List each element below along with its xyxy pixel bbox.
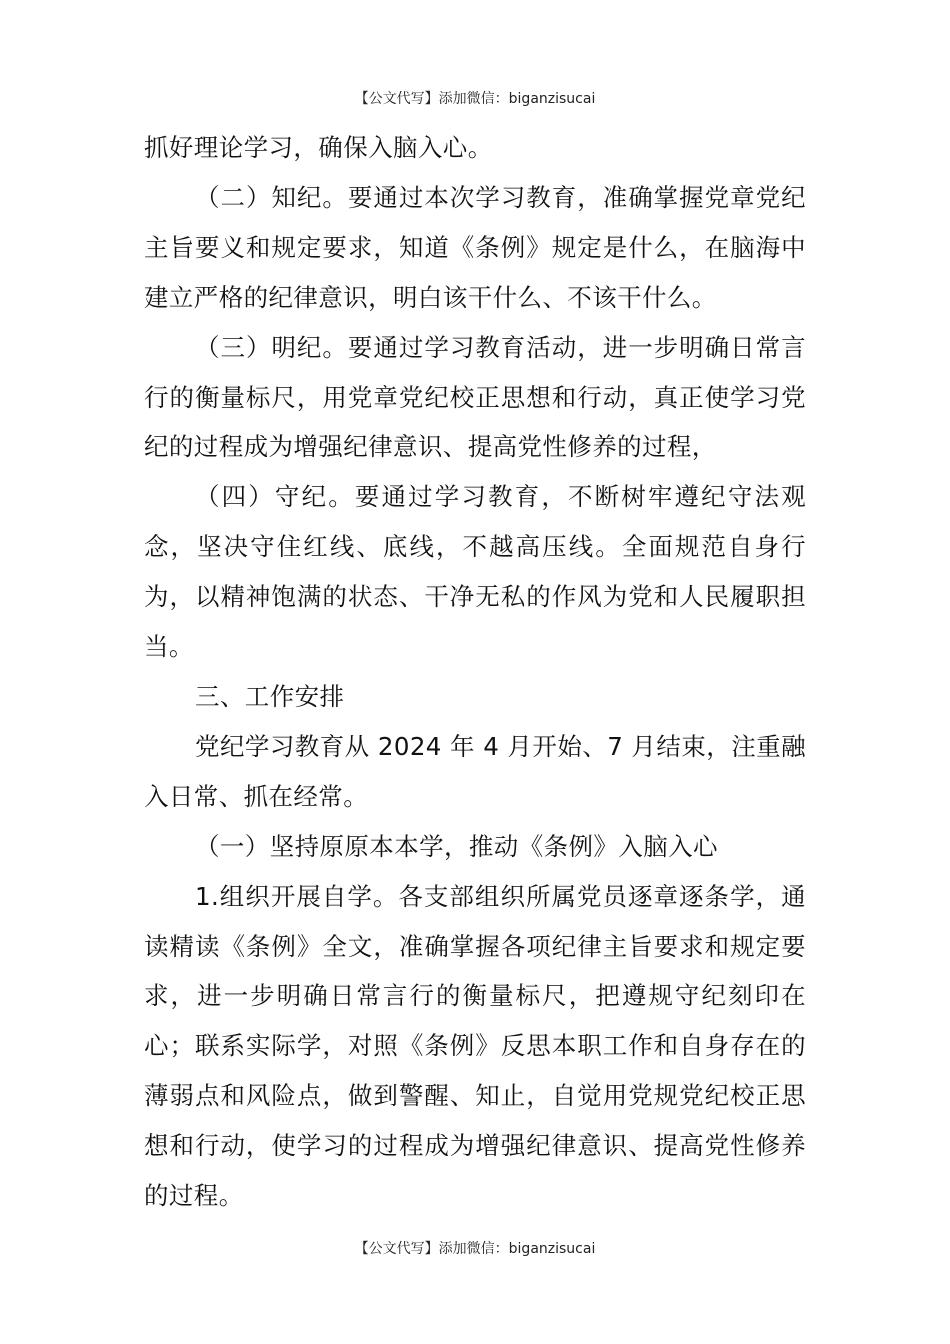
paragraph-schedule: 党纪学习教育从 2024 年 4 月开始、7 月结束，注重融入日常、抓在经常。 [144, 731, 806, 811]
subsection-heading-study: （一）坚持原原本本学，推动《条例》入脑入心 [195, 831, 718, 861]
paragraph-shouji: （四）守纪。要通过学习教育，不断树牢遵纪守法观念，坚决守住红线、底线，不越高压线。全面规范自身行为，以精神饱满的状态、干净无私的作风为党和人民履职担当。 [144, 482, 806, 662]
paragraph-zhiji: （二）知纪。要通过本次学习教育，准确掌握党章党纪主旨要义和规定要求，知道《条例》规定是什么，在脑海中建立严格的纪律意识，明白该干什么、不该干什么。 [144, 182, 806, 312]
footer-watermark: 【公文代写】添加微信：biganzisucai [354, 1241, 596, 1257]
paragraph-mingji: （三）明纪。要通过学习教育活动，进一步明确日常言行的衡量标尺，用党章党纪校正思想和行动，真正使学习党纪的过程成为增强纪律意识、提高党性修养的过程， [144, 332, 806, 462]
paragraph-continuation: 抓好理论学习，确保入脑入心。 [144, 133, 493, 162]
paragraph-self-study: 1.组织开展自学。各支部组织所属党员逐章逐条学，通读精读《条例》全文，准确掌握各项纪律主旨要求和规定要求，进一步明确日常言行的衡量标尺，把遵规守纪刻印在心；联系实际学，对照《条例》反思本职工作和自身存在的薄弱点和风险点，做到警醒、知止，自觉用党规党纪校正思想和行动，使学习的过程成为增强纪律意识、提高党性修养的过程。 [144, 881, 806, 1211]
document-body [144, 123, 806, 1221]
section-heading-work-arrangement: 三、工作安排 [195, 681, 345, 711]
header-watermark: 【公文代写】添加微信：biganzisucai [354, 91, 596, 107]
